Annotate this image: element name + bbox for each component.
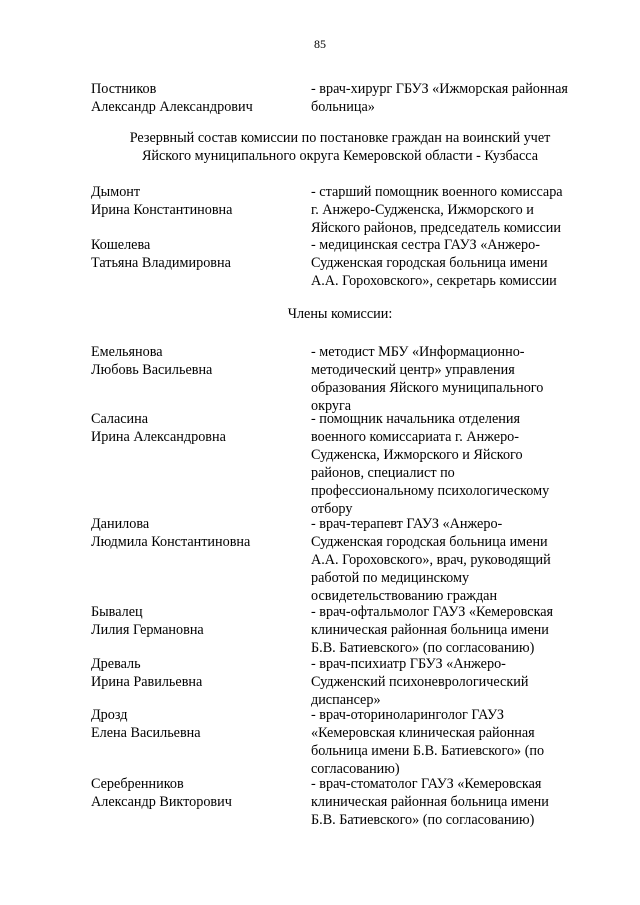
member-name-line: Татьяна Владимировна — [91, 255, 231, 271]
member-position-line: клиническая районная больница имени — [311, 622, 549, 638]
member-name-line: Данилова — [91, 516, 150, 532]
member-name-line: Лилия Германовна — [91, 622, 204, 638]
member-position — [311, 775, 603, 829]
member-position-line: согласованию) — [311, 761, 400, 777]
heading-line: Резервный состав комиссии по постановке граждан на воинский учет — [129, 130, 551, 146]
member-name-line: Постников — [91, 81, 157, 97]
member-name — [91, 236, 301, 272]
member-name-line: Ирина Равильевна — [91, 674, 203, 690]
member-name — [91, 603, 301, 639]
member-name-line: Александр Александрович — [91, 99, 253, 115]
heading-line: Члены комиссии: — [287, 306, 393, 322]
member-position-line: профессиональному психологическому — [311, 483, 550, 499]
heading-line: Яйского муниципального округа Кемеровской области - Кузбасса — [141, 148, 539, 164]
member-position-line: Судженский психоневрологический — [311, 674, 529, 690]
member-name — [91, 410, 301, 446]
member-position-line: больница» — [311, 99, 375, 115]
member-position-line: освидетельствованию граждан — [311, 588, 498, 604]
member-position-line: Яйского районов, председатель комиссии — [311, 220, 561, 236]
member-name — [91, 775, 301, 811]
member-name-line: Кошелева — [91, 237, 151, 253]
member-position-line: военного комиссариата г. Анжеро- — [311, 429, 519, 445]
member-position-line: - старший помощник военного комиссара — [311, 184, 563, 200]
member-name-line: Саласина — [91, 411, 149, 427]
member-position — [311, 343, 603, 415]
member-name-line: Людмила Константиновна — [91, 534, 251, 550]
member-position-line: - медицинская сестра ГАУЗ «Анжеро- — [311, 237, 540, 253]
member-name — [91, 183, 301, 219]
member-name-line: Серебренников — [91, 776, 184, 792]
reserve-commission-heading — [60, 129, 620, 165]
member-name — [91, 706, 301, 742]
member-position — [311, 80, 603, 116]
member-name-line: Дрозд — [91, 707, 128, 723]
member-position-line: А.А. Гороховского», врач, руководящий — [311, 552, 551, 568]
member-position — [311, 410, 603, 518]
member-position-line: Б.В. Батиевского» (по согласованию) — [311, 640, 535, 656]
member-position-line: - врач-терапевт ГАУЗ «Анжеро- — [311, 516, 503, 532]
member-position-line: Судженская городская больница имени — [311, 534, 548, 550]
member-position-line: больница имени Б.В. Батиевского» (по — [311, 743, 545, 759]
member-name-line: Емельянова — [91, 344, 163, 360]
member-name — [91, 655, 301, 691]
member-position — [311, 183, 603, 237]
member-name-line: Бывалец — [91, 604, 143, 620]
member-position-line: А.А. Гороховского», секретарь комиссии — [311, 273, 557, 289]
member-position-line: - врач-хирург ГБУЗ «Ижморская районная — [311, 81, 568, 97]
member-name-line: Ирина Константиновна — [91, 202, 233, 218]
member-position-line: - методист МБУ «Информационно- — [311, 344, 525, 360]
member-position-line: г. Анжеро-Судженска, Ижморского и — [311, 202, 534, 218]
member-position-line: Судженска, Ижморского и Яйского — [311, 447, 523, 463]
member-position-line: методический центр» управления — [311, 362, 515, 378]
member-position — [311, 655, 603, 709]
member-position-line: - врач-стоматолог ГАУЗ «Кемеровская — [311, 776, 542, 792]
member-position-line: клиническая районная больница имени — [311, 794, 549, 810]
member-name — [91, 515, 301, 551]
member-position-line: округа — [311, 398, 352, 414]
member-position-line: образования Яйского муниципального — [311, 380, 544, 396]
member-position-line: - помощник начальника отделения — [311, 411, 520, 427]
member-name — [91, 343, 301, 379]
member-position — [311, 236, 603, 290]
members-heading — [60, 305, 620, 323]
member-position — [311, 706, 603, 778]
member-position-line: отбору — [311, 501, 353, 517]
member-name-line: Александр Викторович — [91, 794, 232, 810]
member-name-line: Дымонт — [91, 184, 141, 200]
member-position-line: «Кемеровская клиническая районная — [311, 725, 535, 741]
member-position-line: диспансер» — [311, 692, 381, 708]
member-position-line: районов, специалист по — [311, 465, 455, 481]
member-name — [91, 80, 301, 116]
member-name-line: Древаль — [91, 656, 141, 672]
member-position — [311, 515, 603, 605]
member-name-line: Любовь Васильевна — [91, 362, 213, 378]
member-position-line: работой по медицинскому — [311, 570, 470, 586]
page-number: 85 — [314, 37, 326, 51]
member-name-line: Елена Васильевна — [91, 725, 201, 741]
member-position-line: Судженская городская больница имени — [311, 255, 548, 271]
member-name-line: Ирина Александровна — [91, 429, 226, 445]
member-position — [311, 603, 603, 657]
member-position-line: - врач-психиатр ГБУЗ «Анжеро- — [311, 656, 506, 672]
member-position-line: - врач-офтальмолог ГАУЗ «Кемеровская — [311, 604, 554, 620]
member-position-line: - врач-оториноларинголог ГАУЗ — [311, 707, 505, 723]
member-position-line: Б.В. Батиевского» (по согласованию) — [311, 812, 535, 828]
